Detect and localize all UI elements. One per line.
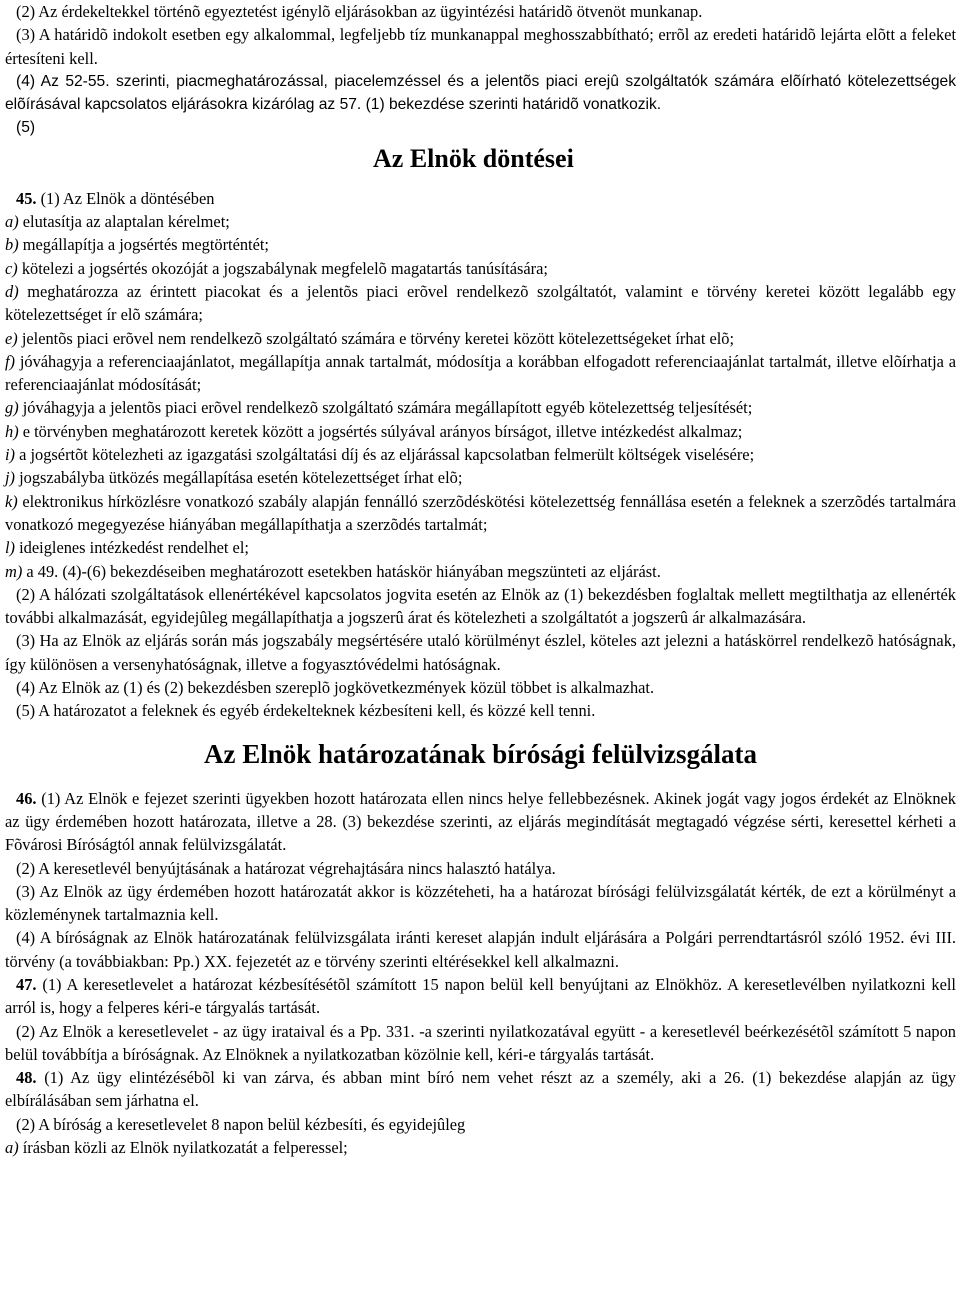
item-text: elektronikus hírközlésre vonatkozó szabály alapján fennálló szerzõdéskötési kötelezettség fennállása esetén a feleknek a szerzõdés tartalmára vonatkozó megegyezése hiányában megállapíthatja a szerzõdés tartalmát; [5, 491, 956, 534]
section-45-intro [5, 187, 956, 210]
list-item [5, 466, 956, 489]
item-text: jóváhagyja a jelentõs piaci erõvel rendelkezõ szolgáltató számára megállapított egyéb kötelezettség teljesítését; [18, 398, 753, 418]
section-number: 47. [16, 974, 37, 994]
item-text: a 49. (4)-(6) bekezdéseiben meghatározott esetekben hatáskör hiányában megszünteti az eljárást. [22, 561, 661, 581]
item-letter: f) [5, 351, 16, 371]
item-text: jóváhagyja a referenciaajánlatot, megállapítja annak tartalmát, módosítja a korábban elfogadott referenciaajánlat tartalmát, illetve elõírhatja a referenciaajánlat módosítását; [5, 351, 956, 395]
section-number: 45. [16, 188, 37, 208]
section-45-p2: (2) A hálózati szolgáltatások ellenértékével kapcsolatos jogvita esetén az Elnök az (1) bekezdésben foglaltak mellett megtilthatja az ellenérték további alkalmazását, egyidejûleg megállapíthatja a jogszerû árat és kötelezheti a szolgáltatót a jogszerû ár alkalmazására. [5, 584, 956, 628]
section-text: (1) Az ügy elintézésébõl ki van zárva, és abban mint bíró nem vehet részt az a személy, aki a 26. (1) bekezdése alapján az ügy elbírálásában sem járhatna el. [5, 1068, 956, 1111]
paragraph-p4: (4) Az 52-55. szerinti, piacmeghatározással, piacelemzéssel és a jelentõs piaci erejû szolgáltatók számára elõírható kötelezettségek elõírásával kapcsolatos eljárásokra kizárólag az 57. (1) bekezdése szerinti határidõ vonatkozik. [5, 72, 956, 114]
list-item [5, 420, 956, 443]
item-letter: b) [5, 235, 19, 255]
list-item [5, 257, 956, 280]
section-text: (1) A keresetlevelet a határozat kézbesítésétõl számított 15 napon belül kell benyújtani az Elnökhöz. A keresetlevélben nyilatkozni kell arról is, hogy a felperes kéri-e tárgyalás tartását. [5, 974, 956, 1018]
item-letter: m) [5, 561, 23, 581]
section-text: (1) Az Elnök a döntésében [36, 188, 215, 208]
item-letter: l) [5, 538, 16, 558]
section-45-p5: (5) A határozatot a feleknek és egyéb érdekelteknek kézbesíteni kell, és közzé kell tenni. [16, 701, 596, 721]
section-47-p2: (2) Az Elnök a keresetlevelet - az ügy irataival és a Pp. 331. -a szerinti nyilatkozatával együtt - a keresetlevél beérkezésétõl számított 5 napon belül továbbítja a bíróságnak. Az Elnöknek a nyilatkozatban közölnie kell, kéri-e tárgyalás tartását. [5, 1021, 956, 1064]
section-48-item-a [5, 1136, 956, 1159]
item-letter: k) [5, 491, 18, 511]
list-item [5, 327, 956, 350]
list-item [5, 443, 956, 466]
section-48-p1 [5, 1066, 956, 1113]
item-text: meghatározza az érintett piacokat és a jelentõs piaci erõvel rendelkezõ szolgáltatót, valamint e törvény keretei között legalább egy kötelezettséget ír elõ számára; [5, 281, 956, 325]
section-45-p3: (3) Ha az Elnök az eljárás során más jogszabály megsértésére utaló körülményt észlel, köteles azt jelezni a hatáskörrel rendelkezõ hatóságnak, így különösen a versenyhatóságnak, illetve a fogyasztóvédelmi hatóságnak. [5, 631, 956, 674]
section-46-p3: (3) Az Elnök az ügy érdemében hozott határozatát akkor is közzéteheti, ha a határozat bírósági felülvizsgálatát kérték, de ezt a körülményt a közleménynek tartalmaznia kell. [5, 881, 956, 925]
section-45-p4: (4) Az Elnök az (1) és (2) bekezdésben szereplõ jogkövetkezmények közül többet is alkalmazhat. [16, 678, 655, 698]
list-item [5, 560, 956, 583]
item-letter: e) [5, 328, 18, 348]
section-number: 48. [16, 1068, 37, 1088]
list-item [5, 233, 956, 256]
item-letter: a) [5, 212, 19, 232]
section-46-p4: (4) A bíróságnak az Elnök határozatának felülvizsgálata iránti kereset alapján indult eljárására a Polgári perrendtartásról szóló 1952. évi III. törvény (a továbbiakban: Pp.) XX. fejezetét az e törvény szerinti eltérésekkel kell alkalmazni. [5, 928, 956, 971]
paragraph-p2: (2) Az érdekeltekkel történõ egyeztetést igénylõ eljárásokban az ügyintézési határidõ ötvenöt munkanap. [16, 2, 703, 21]
list-item [5, 350, 956, 397]
heading-elnok-dontesei: Az Elnök döntései [373, 143, 574, 173]
list-item [5, 536, 956, 559]
item-letter: j) [5, 468, 16, 488]
list-item [5, 280, 956, 327]
item-text: jelentõs piaci erõvel nem rendelkezõ szolgáltató számára e törvény keretei között kötelezettségeket írhat elõ; [17, 328, 735, 348]
section-46-p2: (2) A keresetlevél benyújtásának a határozat végrehajtására nincs halasztó hatálya. [16, 858, 556, 878]
item-text: kötelezi a jogsértés okozóját a jogszabálynak megfelelõ magatartás tanúsítására; [17, 258, 548, 278]
item-text: ideiglenes intézkedést rendelhet el; [15, 538, 249, 558]
section-45-items [5, 210, 956, 583]
section-46-p1 [5, 787, 956, 857]
list-item [5, 210, 956, 233]
list-item [5, 490, 956, 537]
item-letter: i) [5, 445, 16, 465]
item-text: e törvényben meghatározott keretek között a jogsértés súlyával arányos bírságot, illetve intézkedést alkalmaz; [18, 421, 743, 441]
paragraph-p3: (3) A határidõ indokolt esetben egy alkalommal, legfeljebb tíz munkanappal meghosszabbítható; errõl az eredeti határidõ lejárta elõtt a feleket értesíteni kell. [5, 25, 956, 68]
paragraph-p5: (5) [16, 119, 36, 137]
section-47-p1 [5, 973, 956, 1020]
list-item [5, 396, 956, 419]
heading-birosagi-felulvizsgalat: Az Elnök határozatának bírósági felülvizsgálata [203, 738, 758, 769]
item-letter: c) [5, 258, 18, 278]
item-text: megállapítja a jogsértés megtörténtét; [18, 235, 269, 255]
item-text: jogszabályba ütközés megállapítása esetén kötelezettséget írhat elõ; [15, 468, 463, 488]
item-text: elutasítja az alaptalan kérelmet; [18, 212, 230, 232]
item-letter: h) [5, 421, 19, 441]
item-letter: a) [5, 1138, 19, 1158]
item-letter: g) [5, 398, 19, 418]
section-text: (1) Az Elnök e fejezet szerinti ügyekben hozott határozata ellen nincs helye fellebbezésnek. Akinek jogát vagy jogos érdekét az Elnöknek az ügy érdemében hozott határozata, illetve a 28. (3) bekezdése szerinti, az eljárás megindítását megtagadó végzése sérti, keresettel kérheti a Fõvárosi Bíróságtól annak felülvizsgálatát. [5, 788, 956, 855]
section-number: 46. [16, 788, 37, 808]
item-text: a jogsértõt kötelezheti az igazgatási szolgáltatási díj és az eljárással kapcsolatban felmerült költségek viselésére; [15, 445, 755, 465]
item-text: írásban közli az Elnök nyilatkozatát a felperessel; [18, 1138, 348, 1158]
section-48-p2: (2) A bíróság a keresetlevelet 8 napon belül kézbesíti, és egyidejûleg [16, 1114, 466, 1134]
item-letter: d) [5, 281, 19, 301]
